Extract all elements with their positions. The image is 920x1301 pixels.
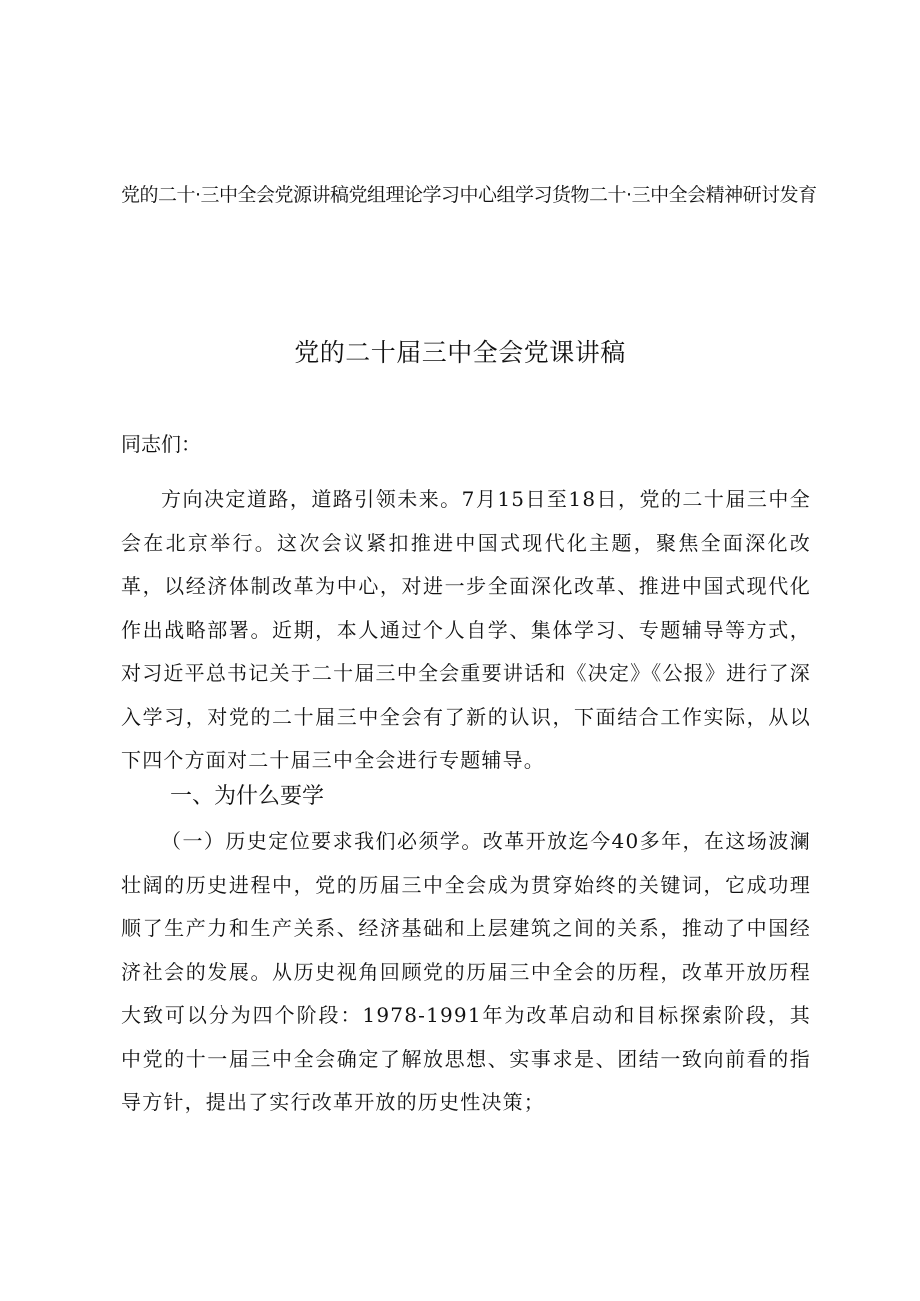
salutation: 同志们： — [121, 432, 201, 456]
document-title: 党的二十届三中全会党课讲稿 — [294, 338, 626, 367]
paragraph-1: 方向决定道路，道路引领未来。7月15日至18日，党的二十届三中全会在北京举行。这次会议紧扣推进中国式现代化主题，聚焦全面深化改革，以经济体制改革为中心，对进一步全面深化改革、推进中国式现代化作出战略部署。近期，本人通过个人自学、集体学习、专题辅导等方式，对习近平总书记关于二十届三中全会重要讲话和《决定》《公报》进行了深入学习，对党的二十届三中全会有了新的认识，下面结合工作实际，从以下四个方面对二十届三中全会进行专题辅导。 — [121, 487, 811, 772]
document-header: 党的二十·三中全会党源讲稿党组理论学习中心组学习货物二十·三中全会精神研讨发育 — [121, 184, 817, 206]
paragraph-2: （一）历史定位要求我们必须学。改革开放迄今40多年，在这场波澜壮阔的历史进程中，党的历届三中全会成为贯穿始终的关键词，它成功理顺了生产力和生产关系、经济基础和上层建筑之间的关系，推动了中国经济社会的发展。从历史视角回顾党的历届三中全会的历程，改革开放历程大致可以分为四个阶段：1978-1991年为改革启动和目标探索阶段，其中党的十一届三中全会确定了解放思想、实事求是、团结一致向前看的指导方针，提出了实行改革开放的历史性决策； — [121, 829, 811, 1114]
section-heading-1: 一、为什么要学 — [170, 784, 325, 809]
